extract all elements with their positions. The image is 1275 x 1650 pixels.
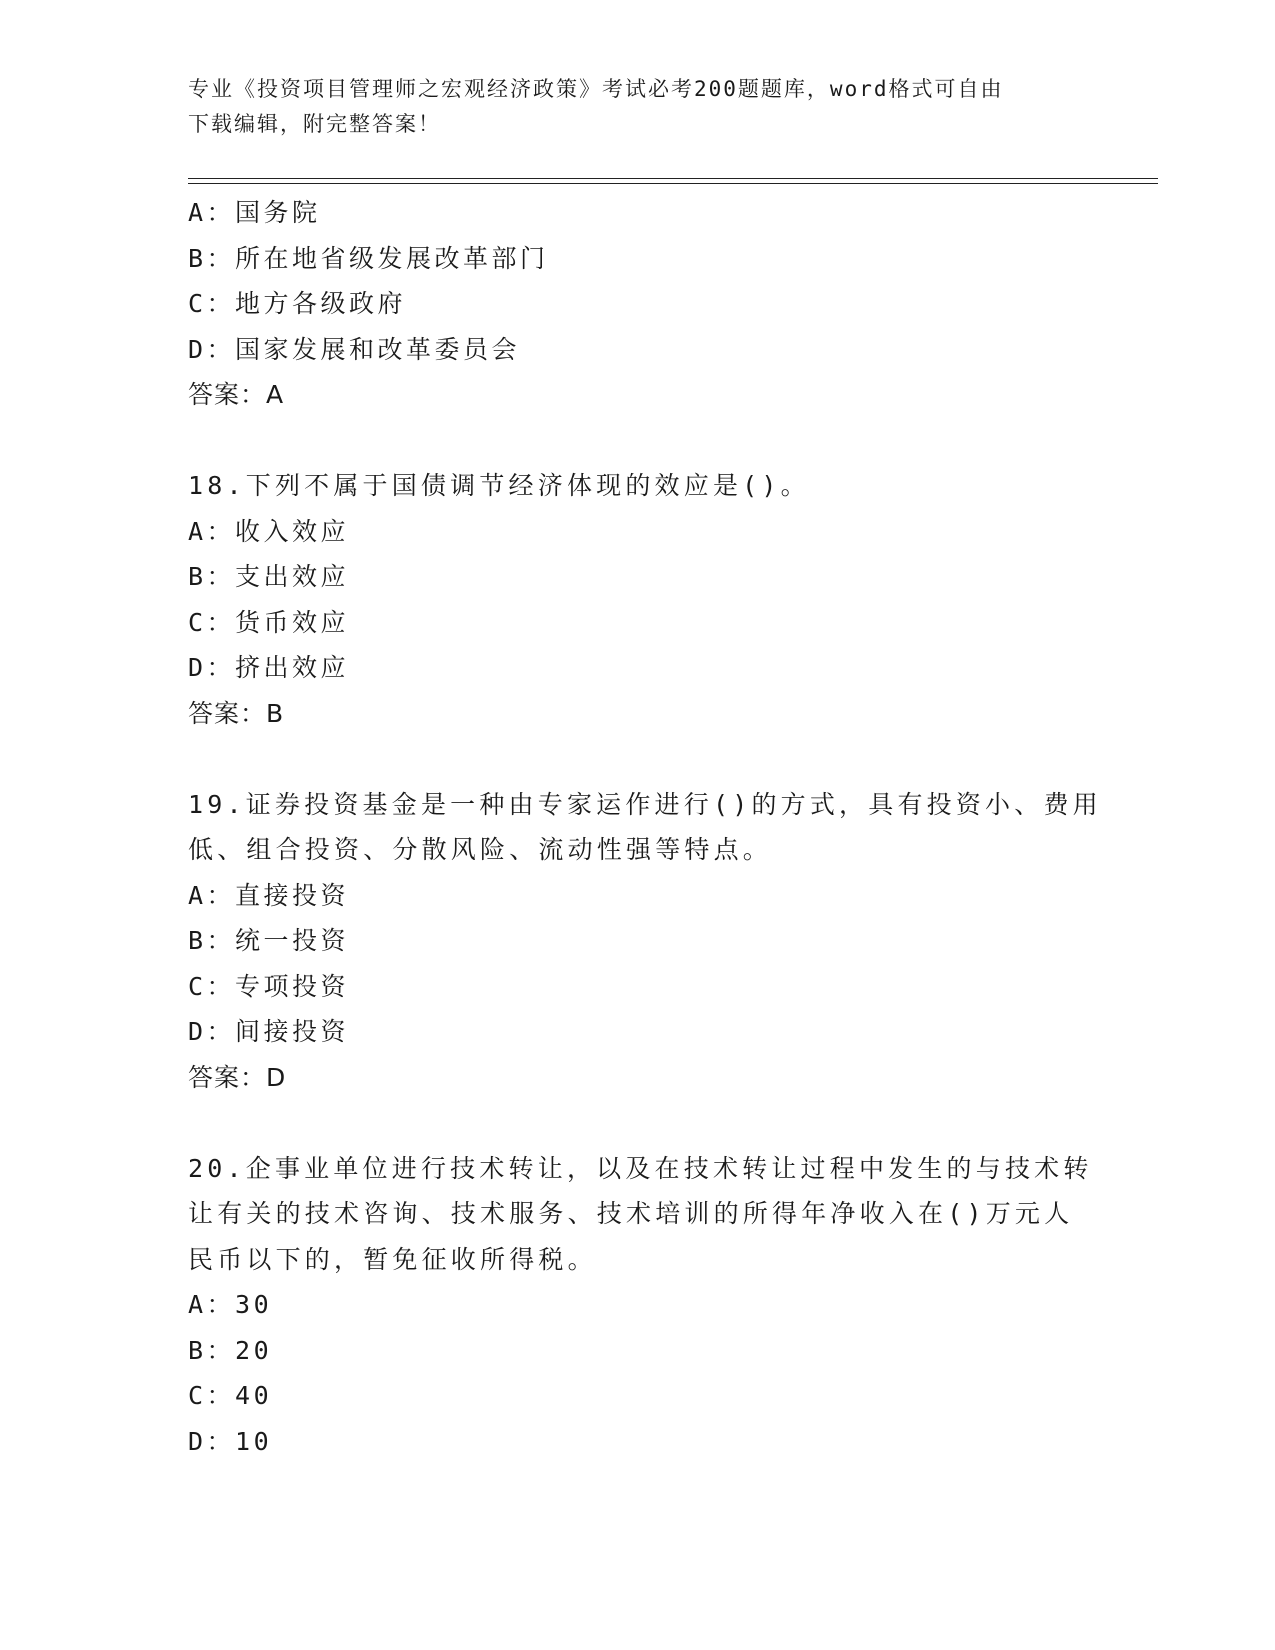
- option-d: D：国家发展和改革委员会: [188, 334, 521, 364]
- option-a: A：直接投资: [188, 880, 350, 910]
- question-text: 19.证券投资基金是一种由专家运作进行()的方式，具有投资小、费用: [188, 789, 1102, 819]
- spacer: [188, 1100, 1088, 1146]
- option-c: C：货币效应: [188, 607, 350, 637]
- option-a: A：收入效应: [188, 516, 350, 546]
- question-text: 18.下列不属于国债调节经济体现的效应是()。: [188, 471, 810, 500]
- header-line-1: 专业《投资项目管理师之宏观经济政策》考试必考200题题库，word格式可自由: [188, 77, 1004, 101]
- option-b: B：20: [188, 1335, 273, 1365]
- option-a: A：国务院: [188, 198, 321, 227]
- question-content: [188, 190, 1102, 1464]
- option-c: C：专项投资: [188, 971, 350, 1001]
- answer-line: 答案：B: [188, 698, 285, 728]
- option-c: C：地方各级政府: [188, 289, 407, 318]
- option-a: A：30: [188, 1290, 273, 1319]
- document-header: [188, 72, 1068, 142]
- option-b: B：支出效应: [188, 562, 350, 591]
- question-block-17: [188, 190, 1088, 418]
- option-d: D：挤出效应: [188, 653, 350, 682]
- option-b: B：统一投资: [188, 926, 350, 955]
- option-c: C：40: [188, 1381, 273, 1410]
- question-block-18: [188, 463, 1088, 736]
- question-text: 低、组合投资、分散风险、流动性强等特点。: [188, 835, 773, 864]
- spacer: [188, 418, 1088, 464]
- option-d: D：间接投资: [188, 1017, 350, 1046]
- question-text: 让有关的技术咨询、技术服务、技术培训的所得年净收入在()万元人: [188, 1199, 1074, 1228]
- answer-line: 答案：D: [188, 1062, 287, 1092]
- question-block-19: [188, 782, 1102, 1101]
- header-line-2: 下载编辑，附完整答案！: [188, 112, 441, 136]
- header-divider-top: [188, 178, 1158, 179]
- question-text: 民币以下的，暂免征收所得税。: [188, 1244, 597, 1274]
- question-text: 20.企事业单位进行技术转让，以及在技术转让过程中发生的与技术转: [188, 1153, 1093, 1183]
- question-block-20: [188, 1146, 1093, 1465]
- option-b: B：所在地省级发展改革部门: [188, 243, 549, 273]
- header-divider-bottom: [188, 183, 1158, 184]
- option-d: D：10: [188, 1426, 273, 1456]
- answer-line: 答案：A: [188, 380, 285, 409]
- spacer: [188, 736, 1088, 782]
